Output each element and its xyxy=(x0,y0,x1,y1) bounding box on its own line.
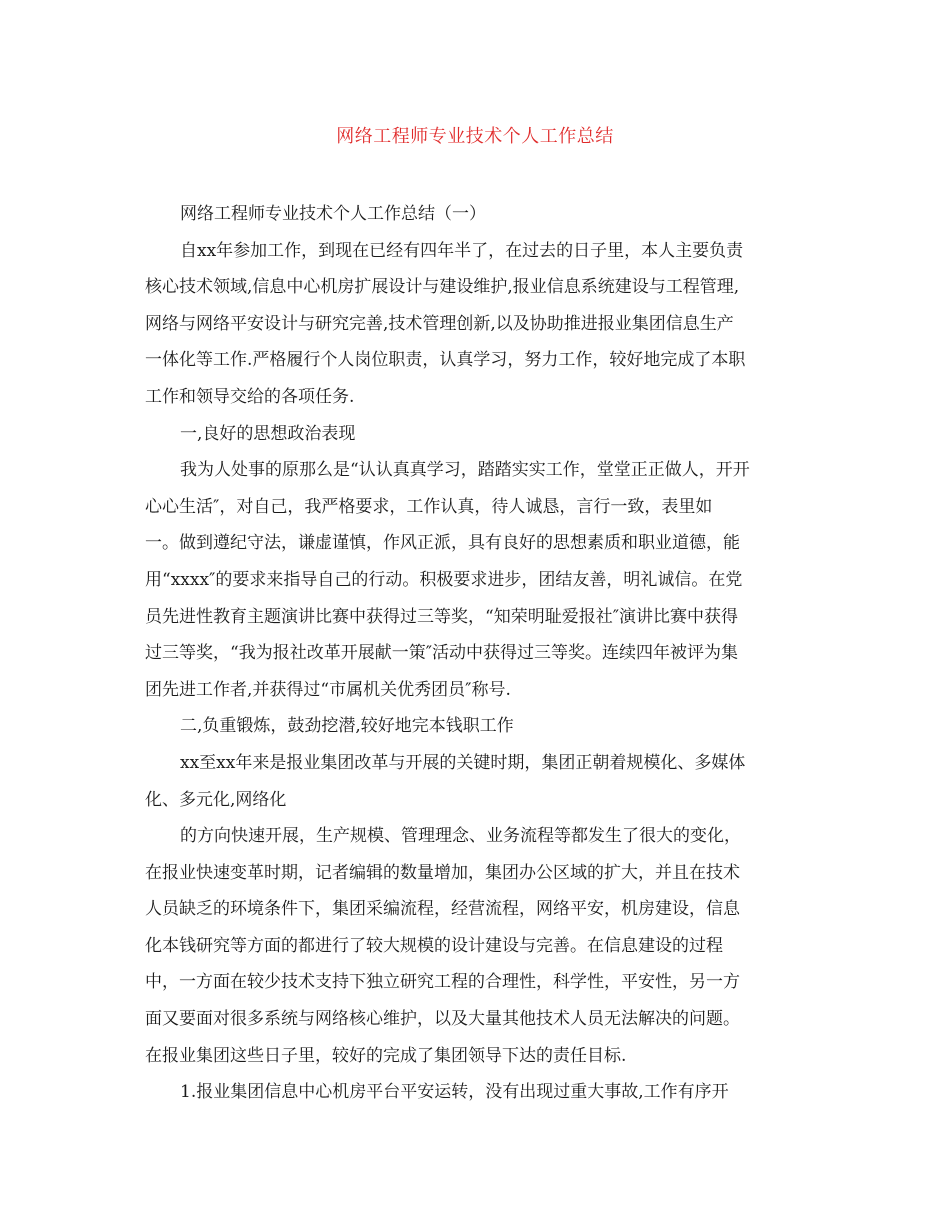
body-text-line: 工作和领导交给的各项任务. xyxy=(145,386,355,407)
body-text-line: 二,负重锻炼，鼓劲挖潜,较好地完本钱职工作 xyxy=(180,716,514,737)
body-text-line: 人员缺乏的环境条件下，集团采编流程，经营流程，网络平安，机房建设，信息 xyxy=(145,899,740,920)
body-text-line: 一体化等工作.严格履行个人岗位职责，认真学习，努力工作，较好地完成了本职 xyxy=(145,350,746,371)
body-text-line: 面又要面对很多系统与网络核心维护，以及大量其他技术人员无法解决的问题。 xyxy=(145,1009,740,1030)
body-text-line: 中，一方面在较少技术支持下独立研究工程的合理性，科学性，平安性，另一方 xyxy=(145,972,740,993)
body-text-line: 网络与网络平安设计与研究完善,技术管理创新,以及协助推进报业集团信息生产 xyxy=(145,313,734,334)
body-text-line: 自xx年参加工作，到现在已经有四年半了，在过去的日子里，本人主要负责 xyxy=(180,240,744,261)
body-text-line: 员先进性教育主题演讲比赛中获得过三等奖，“知荣明耻爱报社″演讲比赛中获得 xyxy=(145,606,739,627)
body-text-line: 的方向快速开展，生产规模、管理理念、业务流程等都发生了很大的变化， xyxy=(180,826,741,847)
body-text-line: 一,良好的思想政治表现 xyxy=(180,423,356,444)
body-text-line: 核心技术领域,信息中心机房扩展设计与建设维护,报业信息系统建设与工程管理, xyxy=(145,277,740,298)
body-text-line: 在报业集团这些日子里，较好的完成了集团领导下达的责任目标. xyxy=(145,1045,627,1066)
body-text-line: 1.报业集团信息中心机房平台平安运转，没有出现过重大事故,工作有序开 xyxy=(180,1082,729,1103)
body-text-line: 我为人处事的原那么是“认认真真学习，踏踏实实工作，堂堂正正做人，开开 xyxy=(180,460,750,481)
body-text-line: 网络工程师专业技术个人工作总结（一） xyxy=(180,204,486,224)
body-text-line: 团先进工作者,并获得过“市属机关优秀团员″称号. xyxy=(145,679,511,700)
body-text-line: 化、多元化,网络化 xyxy=(145,789,287,810)
body-text-line: 心心生活″，对自己，我严格要求，工作认真，待人诚恳，言行一致，表里如 xyxy=(145,496,713,517)
document-body xyxy=(145,196,809,1111)
body-text-line: xx至xx年来是报业集团改革与开展的关键时期，集团正朝着规模化、多媒体 xyxy=(180,752,746,773)
body-text-line: 过三等奖，“我为报社改革开展献一策″活动中获得过三等奖。连续四年被评为集 xyxy=(145,643,739,664)
body-text-line: 一。做到遵纪守法，谦虚谨慎，作风正派，具有良好的思想素质和职业道德，能 xyxy=(145,533,740,554)
body-text-line: 化本钱研究等方面的都进行了较大规模的设计建设与完善。在信息建设的过程 xyxy=(145,935,723,956)
body-text-line: 在报业快速变革时期，记者编辑的数量增加，集团办公区域的扩大，并且在技术 xyxy=(145,862,740,883)
document-title: 网络工程师专业技术个人工作总结 xyxy=(336,126,614,147)
body-text-line: 用“xxxx″的要求来指导自己的行动。积极要求进步，团结友善，明礼诚信。在党 xyxy=(145,569,743,590)
